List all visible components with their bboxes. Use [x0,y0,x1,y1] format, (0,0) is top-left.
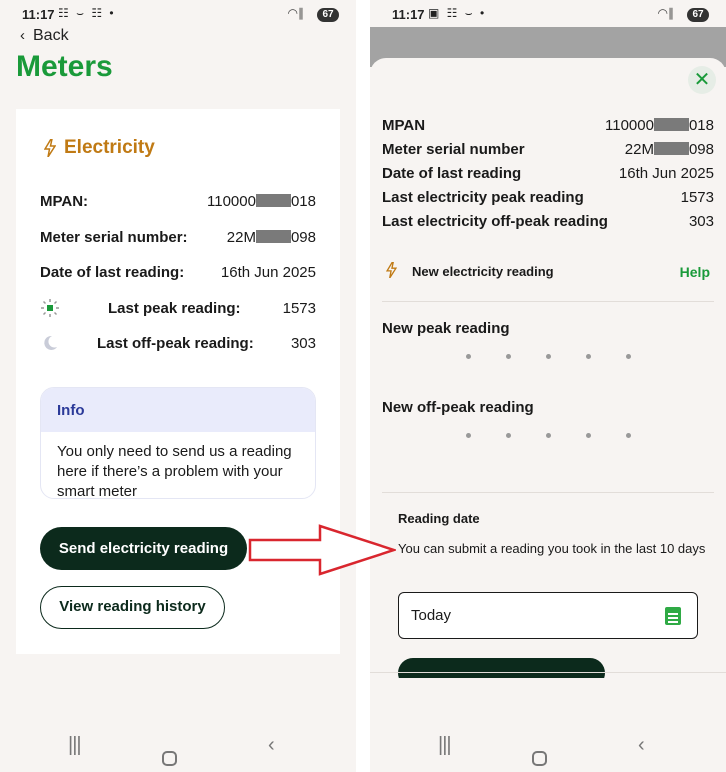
calendar-icon[interactable] [665,607,681,625]
reading-date-section [370,494,726,674]
reading-date-value: Today [411,607,452,624]
back-nav-icon[interactable]: ‹ [268,734,275,756]
divider [382,492,714,493]
system-nav-bar [370,720,726,772]
recent-apps-icon[interactable]: ||| [68,734,81,756]
reading-bottom-sheet [370,58,726,678]
page-title: Meters [16,50,113,83]
offpeak-value: 303 [290,335,316,352]
wifi-icon: ◠∥ [657,6,674,20]
redaction-block [654,118,689,131]
wifi-icon: ◠∥ [287,6,304,20]
help-link[interactable]: Help [679,264,710,280]
mpan-value: 110000 018 [605,117,714,134]
last-offpeak-row [382,213,714,233]
last-reading-date-row [40,264,316,284]
offpeak-reading-row [40,335,316,355]
divider [382,301,714,302]
reading-date-field[interactable] [398,592,698,639]
last-reading-date-label: Date of last reading: [40,264,185,281]
redaction-block [654,142,689,155]
divider [370,672,726,673]
last-reading-date-row [382,165,714,185]
last-offpeak-value: 303 [688,213,714,230]
electricity-heading [44,137,155,159]
battery-icon: 67 [687,8,709,22]
offpeak-label: Last off-peak reading: [97,335,254,352]
last-peak-value: 1573 [680,189,714,206]
back-label: Back [33,27,69,44]
submit-reading-button[interactable] [398,658,605,678]
last-offpeak-label: Last electricity off-peak reading [382,213,608,230]
peak-label: Last peak reading: [108,300,241,317]
lightning-bolt-icon [44,139,56,157]
mpan-row [40,193,316,213]
serial-value: 22M 098 [226,229,316,246]
new-offpeak-input[interactable] [462,433,642,441]
mpan-label: MPAN [382,117,426,134]
status-bar [0,0,356,30]
status-time: 11:17 [392,7,425,22]
annotation-arrow-icon [248,524,396,576]
serial-row [382,141,714,161]
new-peak-input[interactable] [462,354,642,362]
serial-label: Meter serial number: [40,229,188,246]
electricity-title: Electricity [64,137,155,158]
back-button[interactable] [20,27,69,45]
serial-value: 22M 098 [624,141,714,158]
back-nav-icon[interactable]: ‹ [638,734,645,756]
mpan-row [382,117,714,137]
peak-value: 1573 [282,300,316,317]
info-title: Info [41,388,315,432]
send-reading-screen [370,0,726,772]
last-reading-date-value: 16th Jun 2025 [220,264,316,281]
last-reading-date-value: 16th Jun 2025 [618,165,714,182]
meters-screen [0,0,356,772]
chevron-left-icon: ‹ [20,27,25,44]
new-offpeak-label: New off-peak reading [382,399,534,416]
serial-row [40,229,316,249]
moon-icon [40,333,60,353]
mpan-label: MPAN: [40,193,89,210]
notification-icons: ☷ ⌣ ☷ • [58,6,116,20]
last-peak-row [382,189,714,209]
last-reading-date-label: Date of last reading [382,165,522,182]
new-reading-label: New electricity reading [412,264,554,279]
redaction-block [256,194,291,207]
peak-reading-row [40,300,316,320]
reading-date-description: You can submit a reading you took in the last 10 days [398,541,706,556]
recent-apps-icon[interactable]: ||| [438,734,451,756]
reading-date-title: Reading date [398,511,480,526]
sun-icon [40,298,60,318]
info-body: You only need to send us a reading here if there’s a problem with your smart meter [57,443,292,499]
last-peak-label: Last electricity peak reading [382,189,584,206]
battery-icon: 67 [317,8,339,22]
view-reading-history-button[interactable]: View reading history [40,586,225,629]
info-box [40,387,316,499]
status-bar [370,0,726,30]
notification-icons: ▣ ☷ ⌣ • [428,6,487,20]
status-time: 11:17 [22,7,55,22]
send-electricity-reading-button[interactable]: Send electricity reading [40,527,247,570]
mpan-value: 110000 018 [207,193,316,210]
close-icon[interactable]: ✕ [688,66,716,94]
new-peak-label: New peak reading [382,320,510,337]
serial-label: Meter serial number [382,141,525,158]
redaction-block [256,230,291,243]
new-reading-header [382,262,710,282]
system-nav-bar [0,720,356,772]
lightning-bolt-icon [386,262,397,278]
